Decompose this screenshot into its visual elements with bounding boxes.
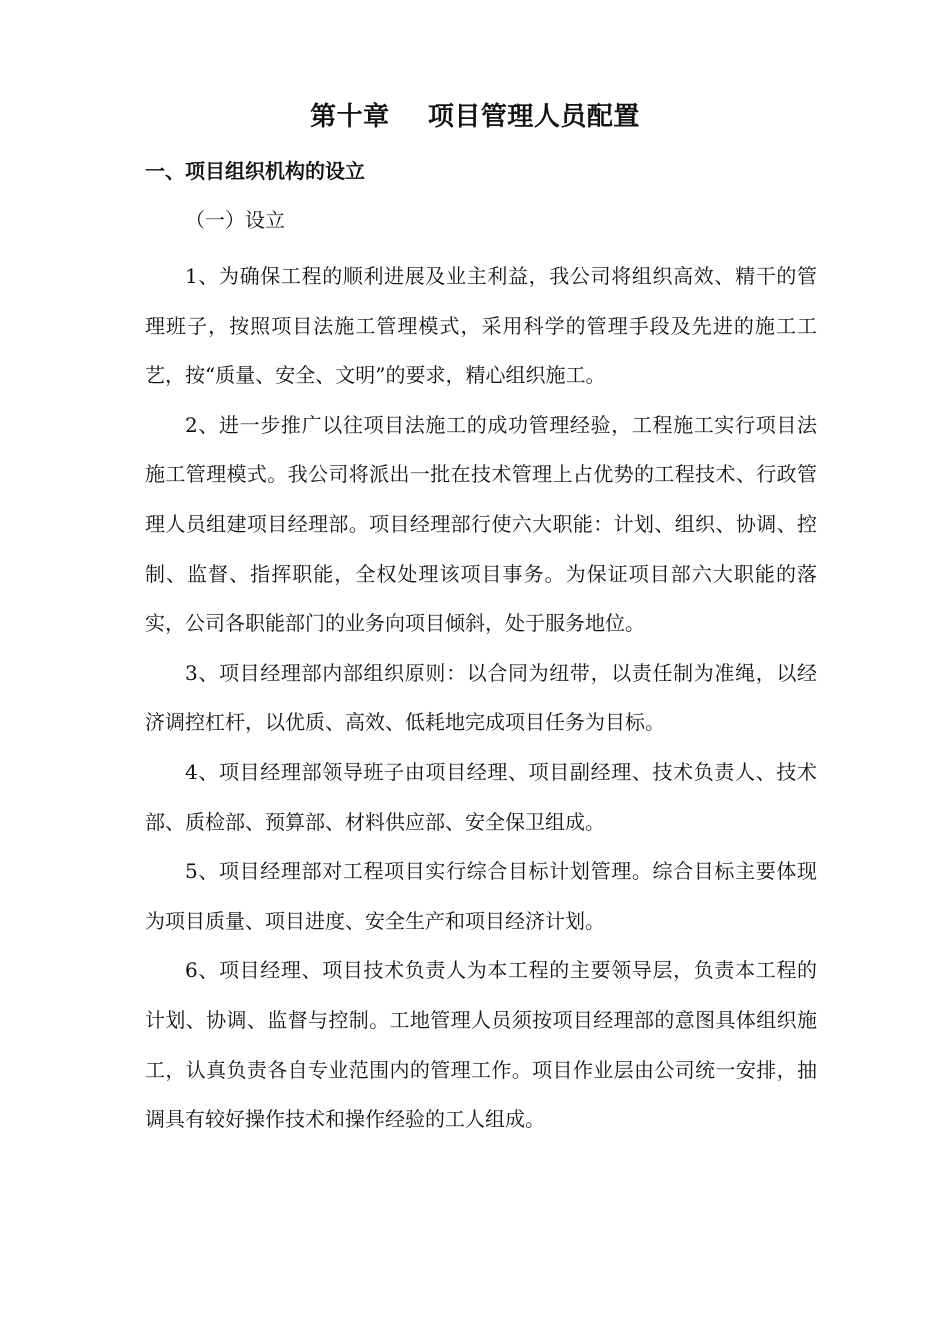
chapter-title: 第十章 项目管理人员配置 bbox=[310, 102, 640, 132]
paragraph-3: 3、项目经理部内部组织原则：以合同为纽带，以责任制为准绳，以经济调控杠杆，以优质、高效、低耗地完成项目任务为目标。 bbox=[145, 660, 817, 735]
paragraph-4: 4、项目经理部领导班子由项目经理、项目副经理、技术负责人、技术部、质检部、预算部、材料供应部、安全保卫组成。 bbox=[145, 759, 817, 834]
paragraph-6: 6、项目经理、项目技术负责人为本工程的主要领导层，负责本工程的计划、协调、监督与控制。工地管理人员须按项目经理部的意图具体组织施工，认真负责各自专业范围内的管理工作。项目作业层由公司统一安排，抽调具有较好操作技术和操作经验的工人组成。 bbox=[145, 958, 817, 1132]
paragraph-5: 5、项目经理部对工程项目实行综合目标计划管理。综合目标主要体现为项目质量、项目进度、安全生产和项目经济计划。 bbox=[145, 859, 817, 933]
body-text bbox=[145, 252, 817, 1145]
paragraph-2: 2、进一步推广以往项目法施工的成功管理经验，工程施工实行项目法施工管理模式。我公司将派出一批在技术管理上占优势的工程技术、行政管理人员组建项目经理部。项目经理部行使六大职能：计划、组织、协调、控制、监督、指挥职能，全权处理该项目事务。为保证项目部六大职能的落实，公司各职能部门的业务向项目倾斜，处于服务地位。 bbox=[145, 412, 817, 636]
subsection-heading: （一）设立 bbox=[185, 208, 285, 232]
section-heading: 一、项目组织机构的设立 bbox=[145, 159, 365, 183]
paragraph-1: 1、为确保工程的顺利进展及业主利益，我公司将组织高效、精干的管理班子，按照项目法施工管理模式，采用科学的管理手段及先进的施工工艺，按“质量、安全、文明”的要求，精心组织施工。 bbox=[145, 264, 817, 388]
